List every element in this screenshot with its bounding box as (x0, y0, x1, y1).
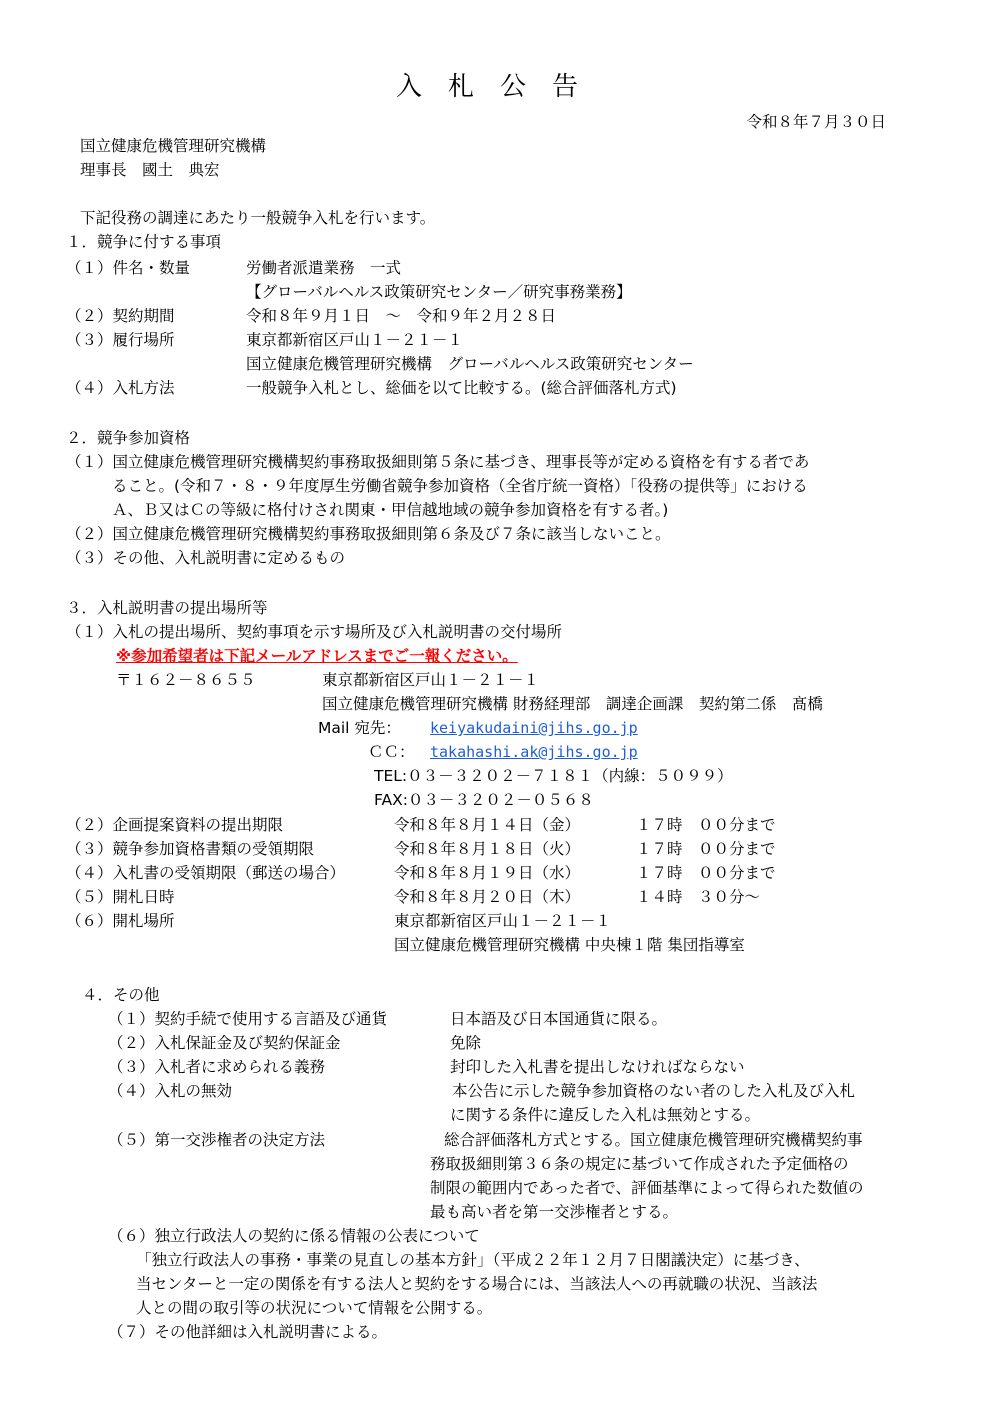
s4-item5-line2: 務取扱細則第３６条の規定に基づいて作成された予定価格の (430, 1155, 849, 1173)
s3-mail-link[interactable]: keiyakudaini@jihs.go.jp (430, 719, 638, 737)
s4-item2-value: 免除 (450, 1034, 482, 1052)
s1-item3-label: （３）履行場所 (66, 331, 175, 349)
s3-item3-label: （３）競争参加資格書類の受領期限 (66, 840, 315, 858)
s4-item5-line3: 制限の範囲内であった者で、評価基準によって得られた数値の (430, 1179, 864, 1197)
issuer-org: 国立健康危機管理研究機構 (80, 137, 267, 155)
s3-cc-label: ＣＣ： (368, 743, 415, 761)
s1-item2-value: 令和８年９月１日 ～ 令和９年２月２８日 (246, 307, 557, 325)
s4-item4-line1: 本公告に示した競争参加資格のない者のした入札及び入札 (452, 1082, 856, 1100)
s4-item1-value: 日本語及び日本国通貨に限る。 (450, 1010, 668, 1028)
section-4-heading: ４．その他 (82, 986, 160, 1004)
s3-item4-label: （４）入札書の受領期限（郵送の場合） (66, 864, 346, 882)
s4-item3-label: （３）入札者に求められる義務 (108, 1058, 326, 1076)
s2-item3: （３）その他、入札説明書に定めるもの (66, 549, 346, 567)
s4-item6-line2: 当センターと一定の関係を有する法人と契約をする場合には、当該法人への再就職の状況、当該法 (136, 1275, 818, 1293)
s2-item1-line3: Ａ、Ｂ又はＣの等級に格付けされ関東・甲信越地域の競争参加資格を有する者。) (112, 501, 669, 519)
s4-item5-label: （５）第一交渉権者の決定方法 (108, 1131, 326, 1149)
s3-item5-date: 令和８年８月２０日（木） (394, 888, 581, 906)
s4-item4-label: （４）入札の無効 (108, 1082, 233, 1100)
s4-item1-label: （１）契約手続で使用する言語及び通貨 (108, 1010, 388, 1028)
s3-department: 国立健康危機管理研究機構 財務経理部 調達企画課 契約第二係 髙橋 (322, 695, 823, 713)
s3-item6-value: 東京都新宿区戸山１－２１－１ (394, 912, 612, 930)
s4-item6-line3: 人との間の取引等の状況について情報を公開する。 (136, 1299, 493, 1317)
s3-item5-label: （５）開札日時 (66, 888, 175, 906)
s1-item2-label: （２）契約期間 (66, 307, 175, 325)
s4-item6: （６）独立行政法人の契約に係る情報の公表について (108, 1227, 480, 1245)
s4-item5-line1: 総合評価落札方式とする。国立健康危機管理研究機構契約事 (444, 1131, 863, 1149)
intro-text: 下記役務の調達にあたり一般競争入札を行います。 (80, 209, 436, 227)
s3-item2-label: （２）企画提案資料の提出期限 (66, 816, 284, 834)
s1-item3-value2: 国立健康危機管理研究機構 グローバルヘルス政策研究センター (246, 355, 694, 373)
s4-item5-line4: 最も高い者を第一交渉権者とする。 (430, 1203, 679, 1221)
s3-notice: ※参加希望者は下記メールアドレスまでご一報ください。 (116, 647, 518, 665)
s3-fax: FAX:０３－３２０２－０５６８ (374, 791, 594, 809)
s3-mail-label: Mail 宛先： (318, 719, 401, 737)
s3-item2-date: 令和８年８月１４日（金） (394, 816, 581, 834)
section-1-heading: １．競争に付する事項 (66, 233, 222, 251)
s3-item6-value2: 国立健康危機管理研究機構 中央棟１階 集団指導室 (394, 936, 745, 954)
s4-item4-line2: に関する条件に違反した入札は無効とする。 (450, 1106, 761, 1124)
s3-item1: （１）入札の提出場所、契約事項を示す場所及び入札説明書の交付場所 (66, 623, 563, 641)
issuer-signer: 理事長 國土 典宏 (80, 161, 220, 179)
s1-item1-value: 労働者派遣業務 一式 (246, 259, 402, 277)
s1-item4-label: （４）入札方法 (66, 379, 175, 397)
s3-item3-date: 令和８年８月１８日（火） (394, 840, 581, 858)
s3-item5-time: １４時 ３０分～ (636, 888, 761, 906)
s2-item1-line2: ること。(令和７・８・９年度厚生労働省競争参加資格（全省庁統一資格）「役務の提供等」における (112, 477, 808, 495)
section-3-heading: ３．入札説明書の提出場所等 (66, 599, 268, 617)
s3-item4-date: 令和８年８月１９日（水） (394, 864, 581, 882)
page-title: 入札公告 (395, 72, 604, 102)
s3-postal-code: 〒１６２－８６５５ (116, 671, 256, 689)
notice-date: 令和８年７月３０日 (746, 113, 886, 131)
s3-tel: TEL:０３－３２０２－７１８１（内線：５０９９） (374, 767, 733, 785)
s4-item2-label: （２）入札保証金及び契約保証金 (108, 1034, 341, 1052)
section-2-heading: ２．競争参加資格 (66, 429, 191, 447)
s2-item2: （２）国立健康危機管理研究機構契約事務取扱細則第６条及び７条に該当しないこと。 (66, 525, 671, 543)
s3-cc-link[interactable]: takahashi.ak@jihs.go.jp (430, 743, 638, 761)
s1-item1-value2: 【グローバルヘルス政策研究センター／研究事務業務】 (246, 283, 632, 301)
s4-item3-value: 封印した入札書を提出しなければならない (450, 1058, 745, 1076)
s2-item1-line1: （１）国立健康危機管理研究機構契約事務取扱細則第５条に基づき、理事長等が定める資格を有する者であ (66, 453, 810, 471)
s4-item6-line1: 「独立行政法人の事務・事業の見直しの基本方針」（平成２２年１２月７日閣議決定）に基づき、 (136, 1251, 810, 1269)
s3-item4-time: １７時 ００分まで (636, 864, 776, 882)
s1-item1-label: （１）件名・数量 (66, 259, 191, 277)
s1-item4-value: 一般競争入札とし、総価を以て比較する。(総合評価落札方式) (246, 379, 677, 397)
s3-item3-time: １７時 ００分まで (636, 840, 776, 858)
s3-item2-time: １７時 ００分まで (636, 816, 776, 834)
s3-address: 東京都新宿区戸山１－２１－１ (322, 671, 540, 689)
s3-item6-label: （６）開札場所 (66, 912, 175, 930)
s4-item7: （７）その他詳細は入札説明書による。 (108, 1323, 388, 1341)
s1-item3-value: 東京都新宿区戸山１－２１－１ (246, 331, 464, 349)
